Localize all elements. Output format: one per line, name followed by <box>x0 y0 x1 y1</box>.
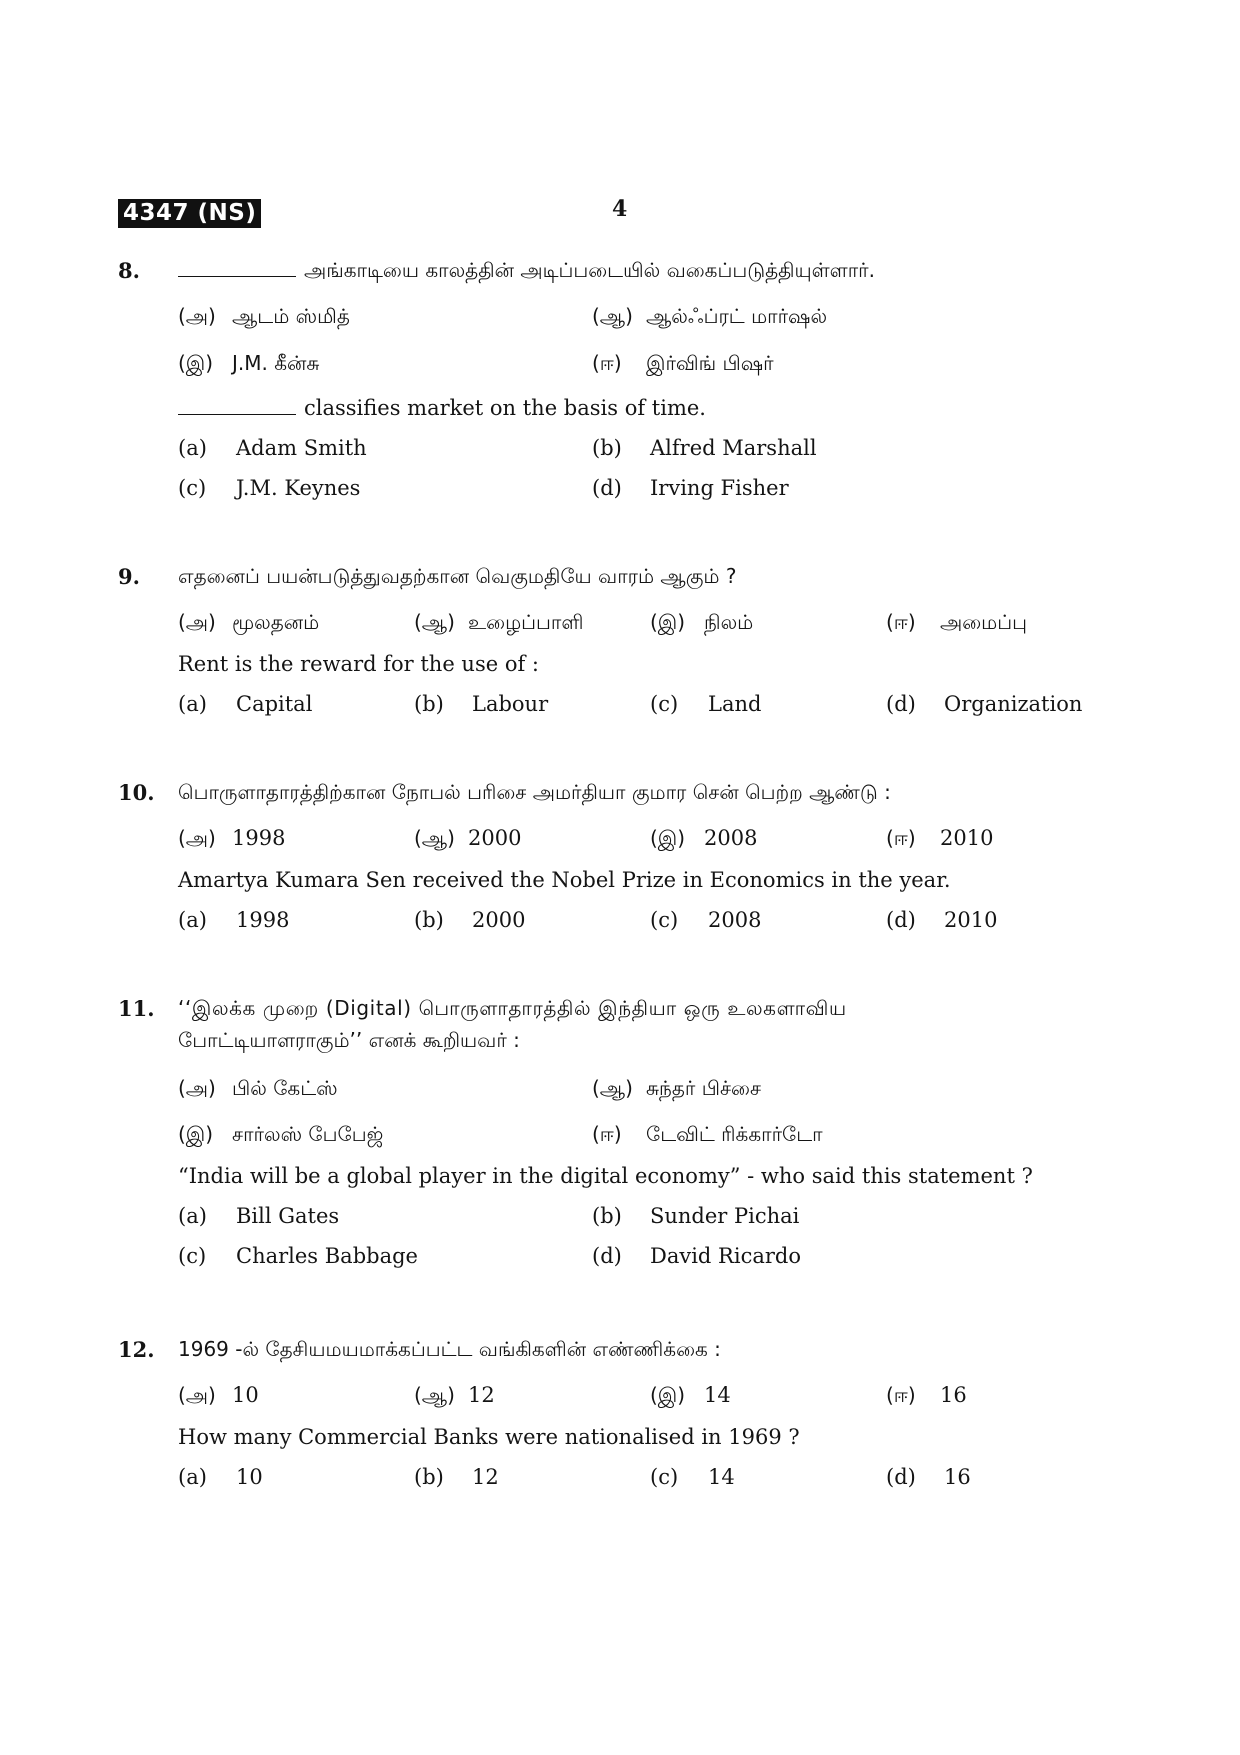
question-number: 11. <box>118 996 155 1021</box>
option-tamil-c: (இ) 14 <box>650 1383 731 1407</box>
option-tamil-a: (அ) மூலதனம் <box>178 610 320 634</box>
question-text-english: Rent is the reward for the use of : <box>178 652 539 676</box>
option-english-a: (a) 1998 <box>178 908 290 932</box>
option-english-b: (b) Labour <box>414 692 549 716</box>
question-text-english: “India will be a global player in the digital economy” - who said this statement ? <box>178 1164 1033 1188</box>
option-english-d: (d) 2010 <box>886 908 998 932</box>
option-english-b: (b) Sunder Pichai <box>592 1204 800 1228</box>
question-text-tamil: எதனைப் பயன்படுத்துவதற்கான வெகுமதியே வாரம் ஆகும் ? <box>178 564 737 588</box>
option-tamil-c: (இ) சார்லஸ் பேபேஜ் <box>178 1122 384 1146</box>
option-tamil-d: (ஈ) 2010 <box>886 826 994 850</box>
option-tamil-d: (ஈ) இர்விங் பிஷர் <box>592 351 774 375</box>
option-tamil-c: (இ) J.M. கீன்சு <box>178 351 320 375</box>
question-text-english: Amartya Kumara Sen received the Nobel Prize in Economics in the year. <box>178 868 951 892</box>
option-tamil-c: (இ) நிலம் <box>650 610 754 634</box>
question-text-tamil: அங்காடியை காலத்தின் அடிப்படையில் வகைப்படுத்தியுள்ளார். <box>178 258 875 285</box>
question-number: 12. <box>118 1337 155 1362</box>
question-text-tamil: 1969 -ல் தேசியமயமாக்கப்பட்ட வங்கிகளின் எண்ணிக்கை : <box>178 1337 721 1361</box>
fill-blank <box>178 413 296 415</box>
option-english-c: (c) 2008 <box>650 908 762 932</box>
option-english-c: (c) Charles Babbage <box>178 1244 418 1268</box>
option-tamil-b: (ஆ) ஆல்ஃப்ரட் மார்ஷல் <box>592 304 828 328</box>
option-english-b: (b) 2000 <box>414 908 526 932</box>
paper-code-badge: 4347 (NS) <box>118 199 261 228</box>
option-tamil-b: (ஆ) சுந்தர் பிச்சை <box>592 1076 762 1100</box>
question-text-tamil: பொருளாதாரத்திற்கான நோபல் பரிசை அமர்தியா குமார சென் பெற்ற ஆண்டு : <box>178 780 891 804</box>
fill-blank <box>178 275 296 277</box>
option-english-b: (b) 12 <box>414 1465 499 1489</box>
option-tamil-a: (அ) 10 <box>178 1383 259 1407</box>
question-number: 10. <box>118 780 155 805</box>
option-tamil-a: (அ) 1998 <box>178 826 286 850</box>
option-english-a: (a) Capital <box>178 692 313 716</box>
option-tamil-d: (ஈ) 16 <box>886 1383 967 1407</box>
option-english-a: (a) Bill Gates <box>178 1204 340 1228</box>
question-text-english: classifies market on the basis of time. <box>178 396 706 420</box>
option-tamil-a: (அ) ஆடம் ஸ்மித் <box>178 304 350 328</box>
option-tamil-b: (ஆ) 2000 <box>414 826 522 850</box>
option-english-c: (c) Land <box>650 692 762 716</box>
option-tamil-b: (ஆ) 12 <box>414 1383 495 1407</box>
question-text-tamil-line-2: போட்டியாளராகும்’’ எனக் கூறியவர் : <box>178 1028 520 1052</box>
option-english-a: (a) Adam Smith <box>178 436 367 460</box>
page-number: 4 <box>612 196 628 222</box>
option-english-a: (a) 10 <box>178 1465 263 1489</box>
option-tamil-c: (இ) 2008 <box>650 826 758 850</box>
option-english-c: (c) J.M. Keynes <box>178 476 361 500</box>
option-tamil-a: (அ) பில் கேட்ஸ் <box>178 1076 338 1100</box>
option-english-d: (d) 16 <box>886 1465 971 1489</box>
option-english-d: (d) Organization <box>886 692 1083 716</box>
option-tamil-b: (ஆ) உழைப்பாளி <box>414 610 584 634</box>
option-tamil-d: (ஈ) அமைப்பு <box>886 610 1028 634</box>
option-tamil-d: (ஈ) டேவிட் ரிக்கார்டோ <box>592 1122 823 1146</box>
option-english-c: (c) 14 <box>650 1465 735 1489</box>
option-english-d: (d) David Ricardo <box>592 1244 801 1268</box>
question-text-tamil-line-1: ‘‘இலக்க முறை (Digital) பொருளாதாரத்தில் இந்தியா ஒரு உலகளாவிய <box>178 996 847 1020</box>
option-english-b: (b) Alfred Marshall <box>592 436 817 460</box>
option-english-d: (d) Irving Fisher <box>592 476 789 500</box>
question-text-english: How many Commercial Banks were nationalised in 1969 ? <box>178 1425 800 1449</box>
question-number: 8. <box>118 258 140 283</box>
question-number: 9. <box>118 564 140 589</box>
